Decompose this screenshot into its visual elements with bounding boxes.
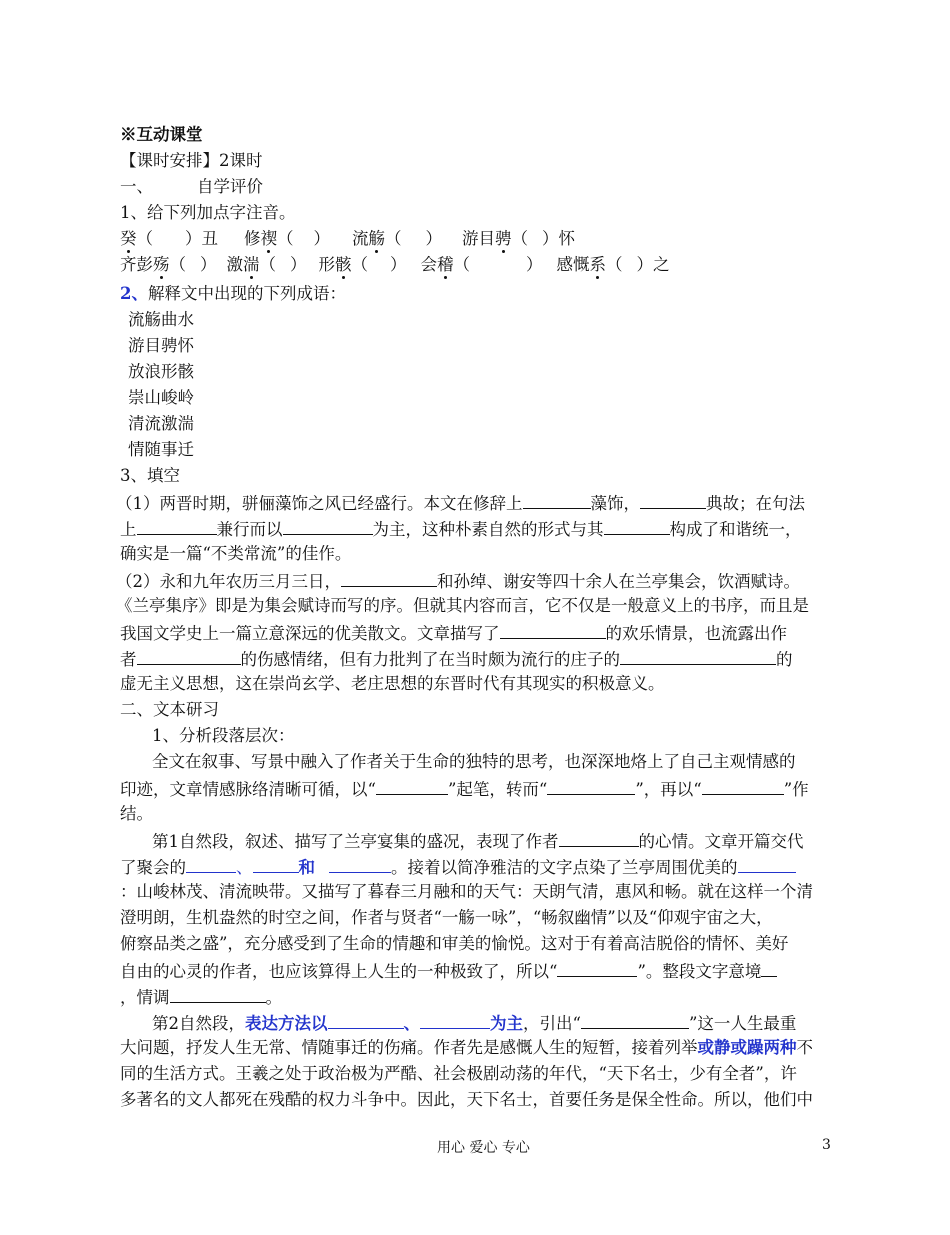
dotted-char: 禊 [260,229,277,248]
answer-blank[interactable] [341,569,437,587]
part1-title: 自学评价 [197,177,263,196]
para-a-line3: 结。 [120,804,153,823]
schedule-line: 【课时安排】2课时 [120,151,263,170]
answer-blank[interactable] [559,829,639,847]
answer-blank[interactable] [620,647,776,665]
answer-blank[interactable] [523,491,591,509]
para-c-line3: 同的生活方式。王羲之处于政治极为严酷、社会极剧动荡的年代，“天下名士，少有全者”，许 [120,1064,797,1083]
para-c-line4: 多著名的文人都死在残酷的权力斗争中。因此，天下名士，首要任务是保全性命。所以，他们中 [120,1090,813,1109]
dotted-char: 稽 [437,255,454,274]
answer-blank[interactable] [253,855,299,873]
idiom-item: 流觞曲水 [128,310,194,329]
answer-blank[interactable] [420,1011,490,1029]
part1-number: 一、 [120,177,153,196]
dotted-char: 癸 [120,229,137,248]
idiom-item: 放浪形骸 [128,362,194,381]
section-title: ※互动课堂 [120,125,203,144]
q2-prompt: 2、解释文中出现的下列成语： [120,284,346,303]
q3-p1-line1: （1）两晋时期，骈俪藻饰之风已经盛行。本文在修辞上 藻饰， 典故；在句法 [116,491,805,515]
answer-blank[interactable] [328,1011,404,1029]
idiom-item: 情随事迁 [128,440,194,459]
answer-blank[interactable] [604,517,670,535]
answer-blank[interactable] [329,855,391,873]
answer-blank[interactable] [702,777,784,795]
answer-blank[interactable] [137,517,217,535]
para-a-line1: 全文在叙事、写景中融入了作者关于生命的独特的思考，也深深地烙上了自己主观情感的 [152,752,796,771]
q3-p2-line3: 我国文学史上一篇立意深远的优美散文。文章描写了 的欢乐情景，也流露出作 [120,621,787,645]
answer-blank[interactable] [738,855,796,873]
para-c-line2: 大问题，抒发人生无常、情随事迁的伤痛。作者先是感慨人生的短暂，接着列举或静或躁两种不 [120,1038,813,1057]
para-b-line5: 俯察品类之盛”，充分感受到了生命的情趣和审美的愉悦。这对于有着高洁脱俗的情怀、美好 [120,934,789,953]
answer-blank[interactable] [283,517,373,535]
part2-sub1: 1、分析段落层次： [152,726,295,745]
answer-blank[interactable] [170,985,266,1003]
answer-blank[interactable] [500,621,606,639]
para-b-line4: 澄明朗，生机盎然的时空之间，作者与贤者“一觞一咏”，“畅叙幽情”以及“仰观宇宙之大， [120,908,773,927]
dotted-char: 系 [589,255,606,274]
answer-blank[interactable] [581,1011,689,1029]
answer-blank[interactable] [186,855,236,873]
para-b-line1: 第1自然段，叙述、描写了兰亭宴集的盛况，表现了作者 的心情。文章开篇交代 [152,829,804,853]
q3-p2-line5: 虚无主义思想，这在崇尚玄学、老庄思想的东晋时代有其现实的积极意义。 [120,674,665,693]
pinyin-row-1: 癸（ ）丑 修禊（ ） 流觞（ ） 游目骋（ ）怀 [120,229,575,248]
answer-blank[interactable] [640,491,706,509]
answer-blank[interactable] [547,777,635,795]
pinyin-row-2: 齐彭殇（ ） 激湍（ ） 形骸（ ） 会稽（ ） 感慨系（ ）之 [120,255,670,274]
para-b-line6: 自由的心灵的作者，也应该算得上人生的一种极致了，所以“ ”。整段文字意境 [120,959,777,983]
dotted-char: 骋 [495,229,512,248]
q3-p1-line2: 上 兼行而以 为主，这种朴素自然的形式与其 构成了和谐统一， [120,517,802,541]
answer-blank[interactable] [557,959,637,977]
para-b-line3: ：山峻林茂、清流映带。又描写了暮春三月融和的天气：天朗气清，惠风和畅。就在这样一个清 [120,882,813,901]
answer-blank[interactable] [137,647,241,665]
para-a-line2: 印迹，文章情感脉络清晰可循，以“ ”起笔，转而“ ”，再以“ ”作 [120,777,809,801]
q1-prompt: 1、给下列加点字注音。 [120,203,296,222]
q3-p2-line4: 者 的伤感情绪，但有力批判了在当时颇为流行的庄子的 的 [120,647,793,671]
q3-p1-line3: 确实是一篇“不类常流”的佳作。 [120,544,352,563]
answer-blank[interactable] [761,959,777,977]
part2-heading: 二、文本研习 [120,700,219,719]
dotted-char: 骸 [335,255,352,274]
dotted-char: 殇 [153,255,170,274]
page-number: 3 [822,1137,831,1153]
page-footer: 用心 爱心 专心 [437,1140,530,1156]
para-b-line2: 了聚会的 、 和 。接着以简净雅洁的文字点染了兰亭周围优美的 [120,855,796,879]
dotted-char: 湍 [243,255,260,274]
idiom-item: 清流激湍 [128,414,194,433]
para-c-line1: 第2自然段，表达方法以 、 为主，引出“ ”这一人生最重 [152,1011,796,1035]
dotted-char: 觞 [368,229,385,248]
answer-blank[interactable] [376,777,448,795]
idiom-item: 崇山峻岭 [128,388,194,407]
idiom-item: 游目骋怀 [128,336,194,355]
q3-p2-line2: 《兰亭集序》即是为集会赋诗而写的序。但就其内容而言，它不仅是一般意义上的书序，而且是 [116,596,809,615]
para-b-line7: ，情调 。 [120,985,282,1009]
q3-prompt: 3、填空 [120,466,180,485]
q3-p2-line1: （2）永和九年农历三月三日， 和孙绰、谢安等四十余人在兰亭集会，饮酒赋诗。 [116,569,800,593]
part1-heading [120,176,263,198]
